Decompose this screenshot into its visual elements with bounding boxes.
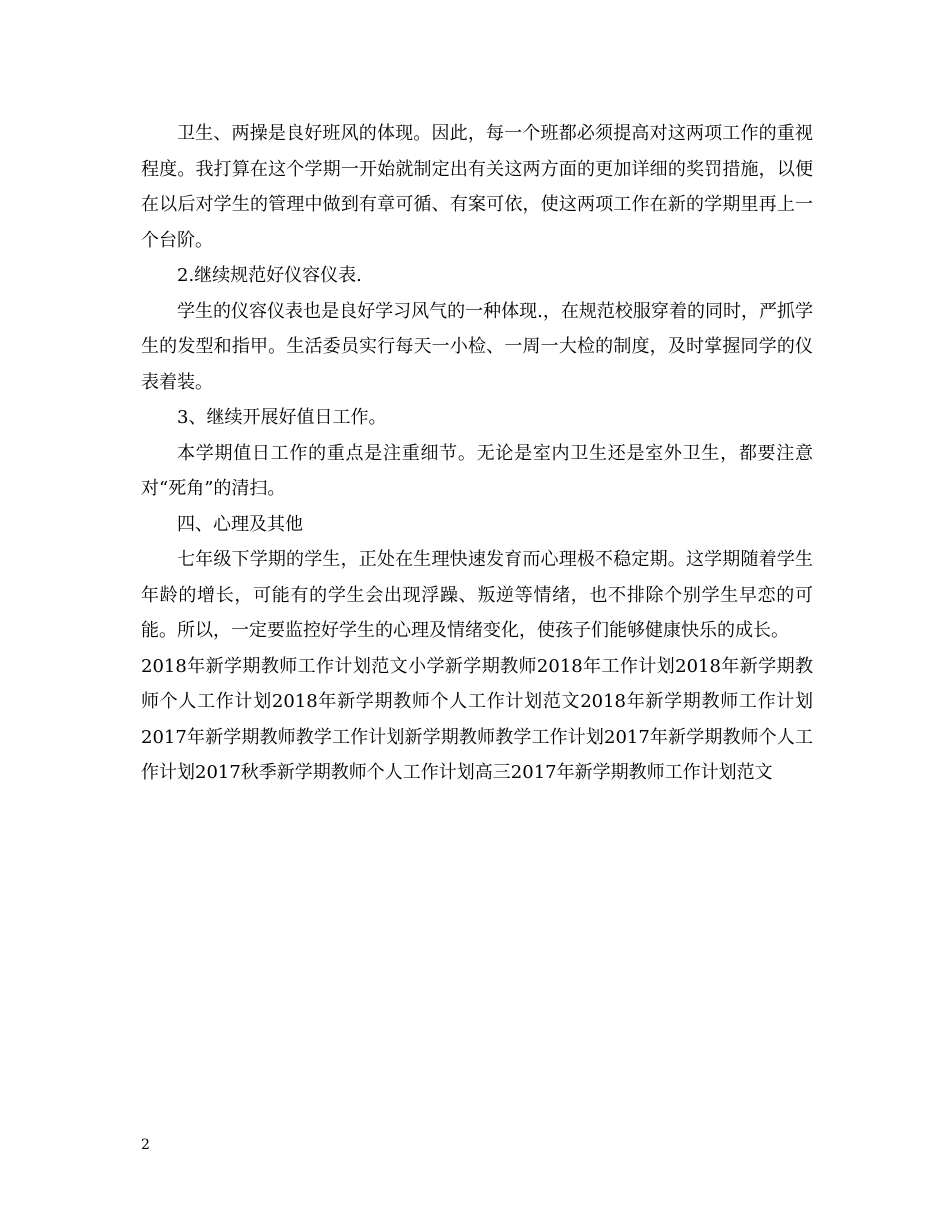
page-number: 2 xyxy=(141,1137,150,1153)
related-article-links[interactable]: 2018年新学期教师工作计划范文小学新学期教师2018年工作计划2018年新学期教师个人工作计划2018年新学期教师个人工作计划范文2018年新学期教师工作计划2017年新学期教师教学工作计划新学期教师教学工作计划2017年新学期教师个人工作计划2017秋季新学期教师个人工作计划高三2017年新学期教师工作计划范文 xyxy=(141,655,813,783)
paragraph-appearance: 学生的仪容仪表也是良好学习风气的一种体现.，在规范校服穿着的同时，严抓学生的发型和指甲。生活委员实行每天一小检、一周一大检的制度，及时掌握同学的仪表着装。 xyxy=(141,300,813,393)
heading-duty-work: 3、继续开展好值日工作。 xyxy=(177,407,387,428)
paragraph-duty-work: 本学期值日工作的重点是注重细节。无论是室内卫生还是室外卫生，都要注意对“死角”的清扫。 xyxy=(141,442,813,499)
heading-psychology: 四、心理及其他 xyxy=(177,513,303,535)
heading-appearance: 2.继续规范好仪容仪表. xyxy=(177,265,362,286)
paragraph-hygiene-exercises: 卫生、两操是良好班风的体现。因此，每一个班都必须提高对这两项工作的重视程度。我打算在这个学期一开始就制定出有关这两方面的更加详细的奖罚措施，以便在以后对学生的管理中做到有章可循、有案可依，使这两项工作在新的学期里再上一个台阶。 xyxy=(141,123,813,251)
paragraph-psychology: 七年级下学期的学生，正处在生理快速发育而心理极不稳定期。这学期随着学生年龄的增长，可能有的学生会出现浮躁、叛逆等情绪，也不排除个别学生早恋的可能。所以，一定要监控好学生的心理及情绪变化，使孩子们能够健康快乐的成长。 xyxy=(141,549,813,641)
document-body xyxy=(141,116,813,791)
